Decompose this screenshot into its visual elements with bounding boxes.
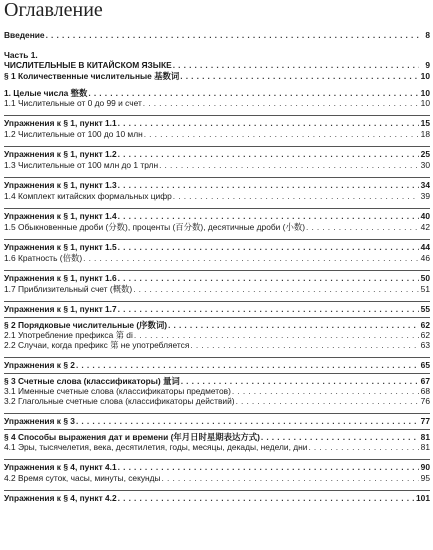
toc-entry[interactable] <box>4 71 430 81</box>
toc-entry[interactable] <box>4 222 430 232</box>
dot-leader <box>143 98 419 108</box>
toc-entry[interactable] <box>4 360 430 370</box>
dot-leader <box>232 386 419 396</box>
spacer <box>4 263 430 270</box>
page-title: Оглавление <box>4 0 103 21</box>
toc-entry-page-number: 15 <box>420 118 430 128</box>
toc-entry-title: Упражнения к § 4, пункт 4.2 <box>4 493 117 503</box>
toc-entry-title: 3.1 Именные счетные слова (классификаторы предметов) <box>4 386 231 396</box>
toc-entry[interactable] <box>4 273 430 283</box>
toc-entry-page-number: 50 <box>420 273 430 283</box>
toc-entry-page-number: 30 <box>420 160 430 170</box>
spacer <box>4 350 430 357</box>
dot-leader <box>88 88 419 98</box>
toc-entry-title: § 1 Количественные числительные 基数词 <box>4 71 180 81</box>
toc-entry-title: Часть 1. <box>4 50 38 60</box>
dot-leader <box>118 273 419 283</box>
dot-leader <box>118 211 419 221</box>
toc-entry-title: ЧИСЛИТЕЛЬНЫЕ В КИТАЙСКОМ ЯЗЫКЕ <box>4 60 172 70</box>
dot-leader <box>168 320 419 330</box>
toc-entry[interactable] <box>4 98 430 108</box>
toc-entry-page-number: 55 <box>420 304 430 314</box>
dot-leader <box>46 30 419 40</box>
toc-entry[interactable] <box>4 340 430 350</box>
toc-entry-page-number: 51 <box>420 284 430 294</box>
toc-entry[interactable] <box>4 30 430 40</box>
spacer <box>4 201 430 208</box>
toc-entry[interactable] <box>4 191 430 201</box>
toc-entry[interactable] <box>4 129 430 139</box>
dot-leader <box>144 129 419 139</box>
toc-entry[interactable] <box>4 386 430 396</box>
dot-leader <box>118 493 415 503</box>
dot-leader <box>181 376 419 386</box>
toc-entry-page-number: 90 <box>420 462 430 472</box>
toc-entry-title: Упражнения к § 1, пункт 1.2 <box>4 149 117 159</box>
toc-entry-page-number: 46 <box>420 253 430 263</box>
table-of-contents <box>4 30 430 503</box>
toc-entry-title: 1.7 Приблизительный счет (概数) <box>4 284 133 294</box>
toc-entry-title: 1. Целые числа 整数 <box>4 88 88 98</box>
toc-entry-page-number: 10 <box>420 71 430 81</box>
toc-entry-page-number: 39 <box>420 191 430 201</box>
toc-entry-page-number: 95 <box>420 473 430 483</box>
spacer <box>4 406 430 413</box>
toc-entry-page-number: 101 <box>416 493 430 503</box>
toc-entry-page-number: 44 <box>420 242 430 252</box>
toc-entry-title: Упражнения к § 2 <box>4 360 75 370</box>
dot-leader <box>76 360 419 370</box>
toc-entry[interactable] <box>4 320 430 330</box>
dot-leader <box>118 242 419 252</box>
toc-entry-page-number: 65 <box>420 360 430 370</box>
toc-entry-page-number: 81 <box>420 432 430 442</box>
toc-entry-title: 1.5 Обыкновенные дроби (分数), проценты (百分数), десятичные дроби (小数) <box>4 222 305 232</box>
dot-leader <box>134 330 419 340</box>
toc-entry-page-number: 10 <box>420 88 430 98</box>
toc-entry-title: 2.2 Случаи, когда префикс 第 не употребляется <box>4 340 190 350</box>
toc-entry-page-number: 42 <box>420 222 430 232</box>
dot-leader <box>173 191 419 201</box>
dot-leader <box>173 60 419 70</box>
toc-entry-page-number: 68 <box>420 386 430 396</box>
toc-entry[interactable] <box>4 330 430 340</box>
toc-entry-title: § 4 Способы выражения дат и времени (年月日时星期表达方式) <box>4 432 260 442</box>
toc-entry-title: 1.4 Комплект китайских формальных цифр <box>4 191 172 201</box>
dot-leader <box>236 396 419 406</box>
toc-entry[interactable] <box>4 442 430 452</box>
toc-entry-page-number: 10 <box>420 98 430 108</box>
toc-entry[interactable] <box>4 416 430 426</box>
toc-entry[interactable] <box>4 242 430 252</box>
toc-entry-title: Введение <box>4 30 45 40</box>
toc-entry-page-number: 76 <box>420 396 430 406</box>
toc-entry-title: Упражнения к § 1, пункт 1.5 <box>4 242 117 252</box>
toc-entry[interactable] <box>4 473 430 483</box>
toc-entry-title: Упражнения к § 4, пункт 4.1 <box>4 462 117 472</box>
toc-entry[interactable] <box>4 211 430 221</box>
toc-entry-page-number: 63 <box>420 340 430 350</box>
toc-entry[interactable] <box>4 432 430 442</box>
dot-leader <box>118 304 419 314</box>
dot-leader <box>118 462 419 472</box>
toc-entry-page-number: 77 <box>420 416 430 426</box>
toc-entry-page-number: 8 <box>425 30 430 40</box>
spacer <box>4 452 430 459</box>
spacer <box>4 232 430 239</box>
dot-leader <box>118 180 419 190</box>
toc-entry-page-number: 40 <box>420 211 430 221</box>
toc-entry[interactable] <box>4 60 430 70</box>
spacer <box>4 81 430 88</box>
toc-entry[interactable] <box>4 180 430 190</box>
toc-entry-page-number: 67 <box>420 376 430 386</box>
toc-entry[interactable] <box>4 149 430 159</box>
dot-leader <box>83 253 419 263</box>
toc-entry-title: 2.1 Употребление префикса 第 di <box>4 330 133 340</box>
dot-leader <box>159 160 419 170</box>
toc-entry-title: 1.3 Числительные от 100 млн до 1 трлн <box>4 160 159 170</box>
spacer <box>4 108 430 115</box>
spacer <box>4 40 430 50</box>
toc-entry[interactable] <box>4 88 430 98</box>
dot-leader <box>133 284 419 294</box>
toc-entry-title: Упражнения к § 1, пункт 1.6 <box>4 273 117 283</box>
toc-entry-title: Упражнения к § 1, пункт 1.7 <box>4 304 117 314</box>
dot-leader <box>308 442 419 452</box>
toc-entry-title: 4.1 Эры, тысячелетия, века, десятилетия, годы, месяцы, декады, недели, дни <box>4 442 308 452</box>
dot-leader <box>76 416 419 426</box>
dot-leader <box>306 222 419 232</box>
toc-entry-page-number: 81 <box>420 442 430 452</box>
toc-entry-title: Упражнения к § 1, пункт 1.1 <box>4 118 117 128</box>
toc-entry-page-number: 62 <box>420 330 430 340</box>
dot-leader <box>190 340 419 350</box>
toc-entry-title: Упражнения к § 1, пункт 1.4 <box>4 211 117 221</box>
toc-entry-title: 1.2 Числительные от 100 до 10 млн <box>4 129 143 139</box>
toc-entry-page-number: 34 <box>420 180 430 190</box>
dot-leader <box>118 149 419 159</box>
dot-leader <box>261 432 419 442</box>
toc-entry[interactable] <box>4 376 430 386</box>
toc-entry-title: Упражнения к § 1, пункт 1.3 <box>4 180 117 190</box>
toc-entry[interactable] <box>4 284 430 294</box>
toc-entry-title: Упражнения к § 3 <box>4 416 75 426</box>
toc-entry-page-number: 62 <box>420 320 430 330</box>
dot-leader <box>118 118 419 128</box>
toc-entry-title: 3.2 Глагольные счетные слова (классификаторы действий) <box>4 396 235 406</box>
toc-entry[interactable] <box>4 160 430 170</box>
toc-entry[interactable] <box>4 253 430 263</box>
toc-entry-title: § 2 Порядковые числительные (序数词) <box>4 320 168 330</box>
dot-leader <box>162 473 419 483</box>
toc-entry[interactable] <box>4 304 430 314</box>
toc-entry[interactable] <box>4 462 430 472</box>
spacer <box>4 139 430 146</box>
toc-entry-page-number: 18 <box>420 129 430 139</box>
toc-entry-title: 1.6 Кратность (倍数) <box>4 253 83 263</box>
toc-entry[interactable] <box>4 493 430 503</box>
spacer <box>4 294 430 301</box>
spacer <box>4 483 430 490</box>
dot-leader <box>180 71 419 81</box>
toc-entry-title: 4.2 Время суток, часы, минуты, секунды <box>4 473 161 483</box>
toc-entry[interactable] <box>4 50 430 60</box>
toc-entry-title: 1.1 Числительные от 0 до 99 и счет <box>4 98 142 108</box>
spacer <box>4 170 430 177</box>
toc-entry-title: § 3 Счетные слова (классификаторы) 量词 <box>4 376 180 386</box>
toc-entry-page-number: 9 <box>425 60 430 70</box>
toc-entry[interactable] <box>4 118 430 128</box>
toc-entry-page-number: 25 <box>420 149 430 159</box>
toc-entry[interactable] <box>4 396 430 406</box>
